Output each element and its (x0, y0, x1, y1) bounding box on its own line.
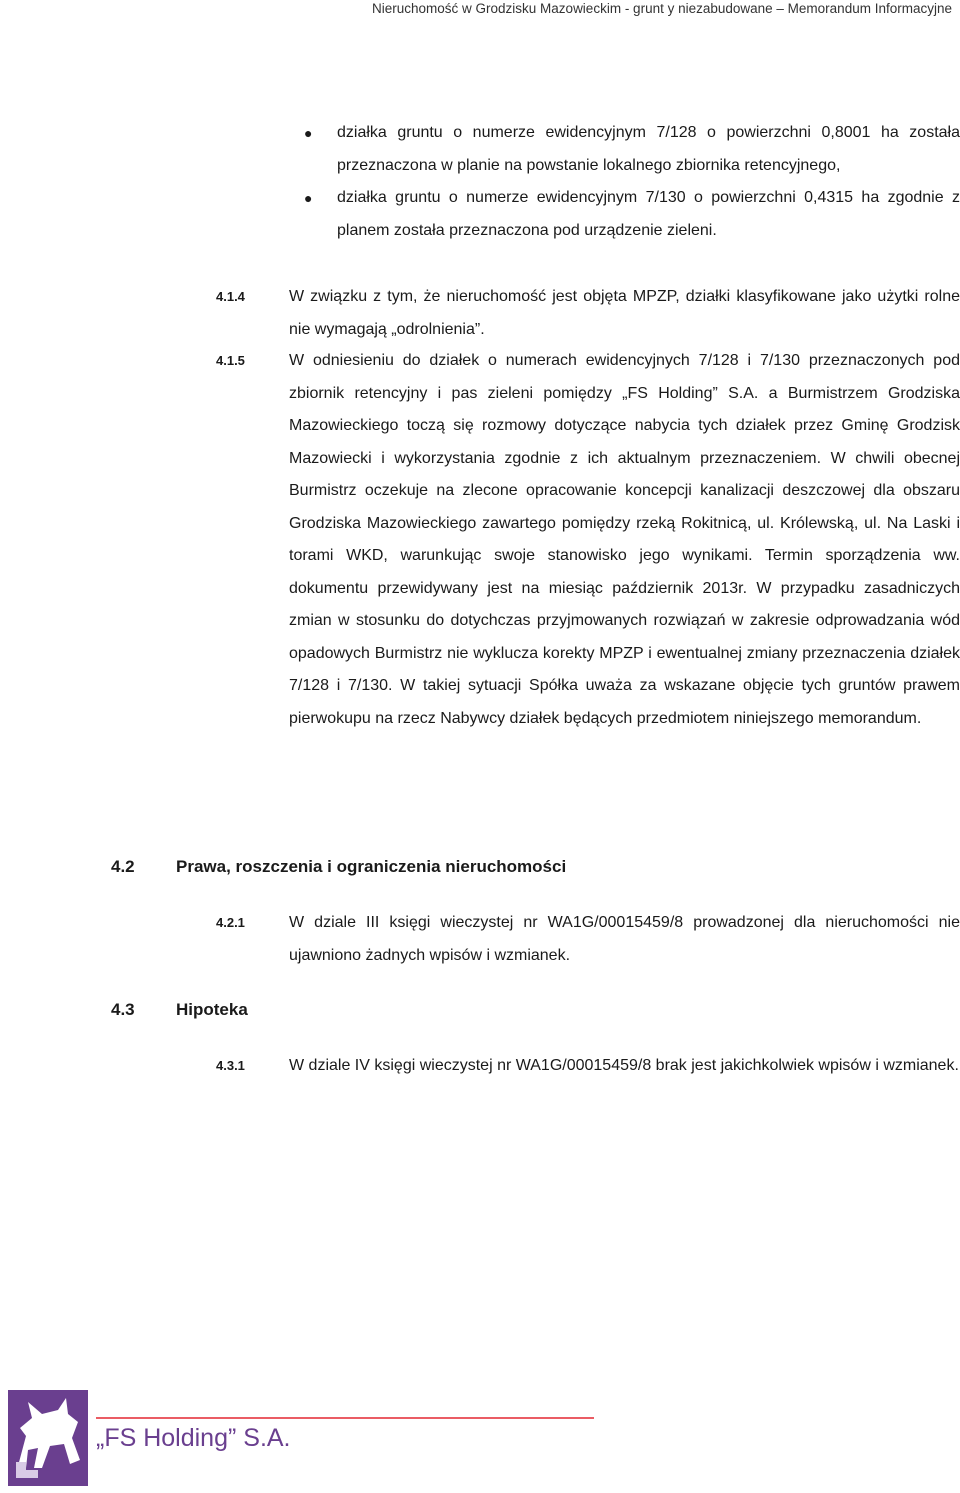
paragraph-number: 4.2.1 (216, 915, 245, 930)
bullet-icon: ● (304, 125, 313, 141)
paragraph-number: 4.1.5 (216, 353, 245, 368)
company-logo (6, 1388, 596, 1488)
logo-text: „FS Holding” S.A. (96, 1424, 291, 1452)
section-heading-4-2 (111, 857, 566, 877)
section-number: 4.2 (111, 857, 135, 876)
list-item (290, 117, 960, 182)
list-item (290, 182, 960, 247)
paragraph-number: 4.1.4 (216, 289, 245, 304)
paragraph-4-1-5 (216, 345, 960, 735)
section-heading-4-3 (111, 1000, 248, 1020)
section-number: 4.3 (111, 1000, 135, 1019)
paragraph-text: W odniesieniu do działek o numerach ewidencyjnych 7/128 i 7/130 przeznaczonych pod zbiornik retencyjny i pas zieleni pomiędzy „FS Holding” S.A. a Burmistrzem Grodziska Mazowieckiego toczą się rozmowy dotyczące nabycia tych działek przez Gminę Grodzisk Mazowiecki i wykorzystania zgodnie z ich aktualnym przeznaczeniem. W chwili obecnej Burmistrz oczekuje na zlecone opracowanie koncepcji kanalizacji deszczowej dla obszaru Grodziska Mazowieckiego zawartego pomiędzy rzeką Rokitnicą, ul. Królewską, ul. Na Laski i torami WKD, warunkując swoje stanowisko jego wynikami. Termin sporządzenia ww. dokumentu przewidywany jest na miesiąc październik 2013r. W przypadku zasadniczych zmian w stosunku do dotychczas przyjmowanych rozwiązań w zakresie odprowadzania wód opadowych Burmistrz nie wyklucza korekty MPZP i ewentualnej zmiany przeznaczenia działek 7/128 i 7/130. W takiej sytuacji Spółka uważa za wskazane objęcie tych gruntów prawem pierwokupu na rzecz Nabywcy działek będących przedmiotem niniejszego memorandum. (289, 352, 960, 727)
paragraph-4-2-1 (216, 907, 960, 972)
section-title: Hipoteka (176, 1000, 248, 1019)
bullet-icon: ● (304, 190, 313, 206)
running-header: Nieruchomość w Grodzisku Mazowieckim - grunt y niezabudowane – Memorandum Informacyjne (372, 1, 952, 16)
bull-emblem-icon (6, 1388, 596, 1488)
list-item-text: działka gruntu o numerze ewidencyjnym 7/128 o powierzchni 0,8001 ha została przeznaczona w planie na powstanie lokalnego zbiornika retencyjnego, (337, 124, 960, 174)
paragraph-4-1-4 (216, 281, 960, 346)
section-title: Prawa, roszczenia i ograniczenia nieruchomości (176, 857, 567, 876)
paragraph-text: W dziale III księgi wieczystej nr WA1G/00015459/8 prowadzonej dla nieruchomości nie ujawniono żadnych wpisów i wzmianek. (289, 914, 960, 964)
bullet-list (290, 117, 960, 247)
paragraph-text: W związku z tym, że nieruchomość jest objęta MPZP, działki klasyfikowane jako użytki rolne nie wymagają „odrolnienia”. (289, 288, 960, 338)
paragraph-text: W dziale IV księgi wieczystej nr WA1G/00015459/8 brak jest jakichkolwiek wpisów i wzmianek. (289, 1057, 959, 1074)
paragraph-4-3-1 (216, 1050, 960, 1083)
paragraph-number: 4.3.1 (216, 1058, 245, 1073)
list-item-text: działka gruntu o numerze ewidencyjnym 7/130 o powierzchni 0,4315 ha zgodnie z planem została przeznaczona pod urządzenie zieleni. (337, 189, 960, 239)
